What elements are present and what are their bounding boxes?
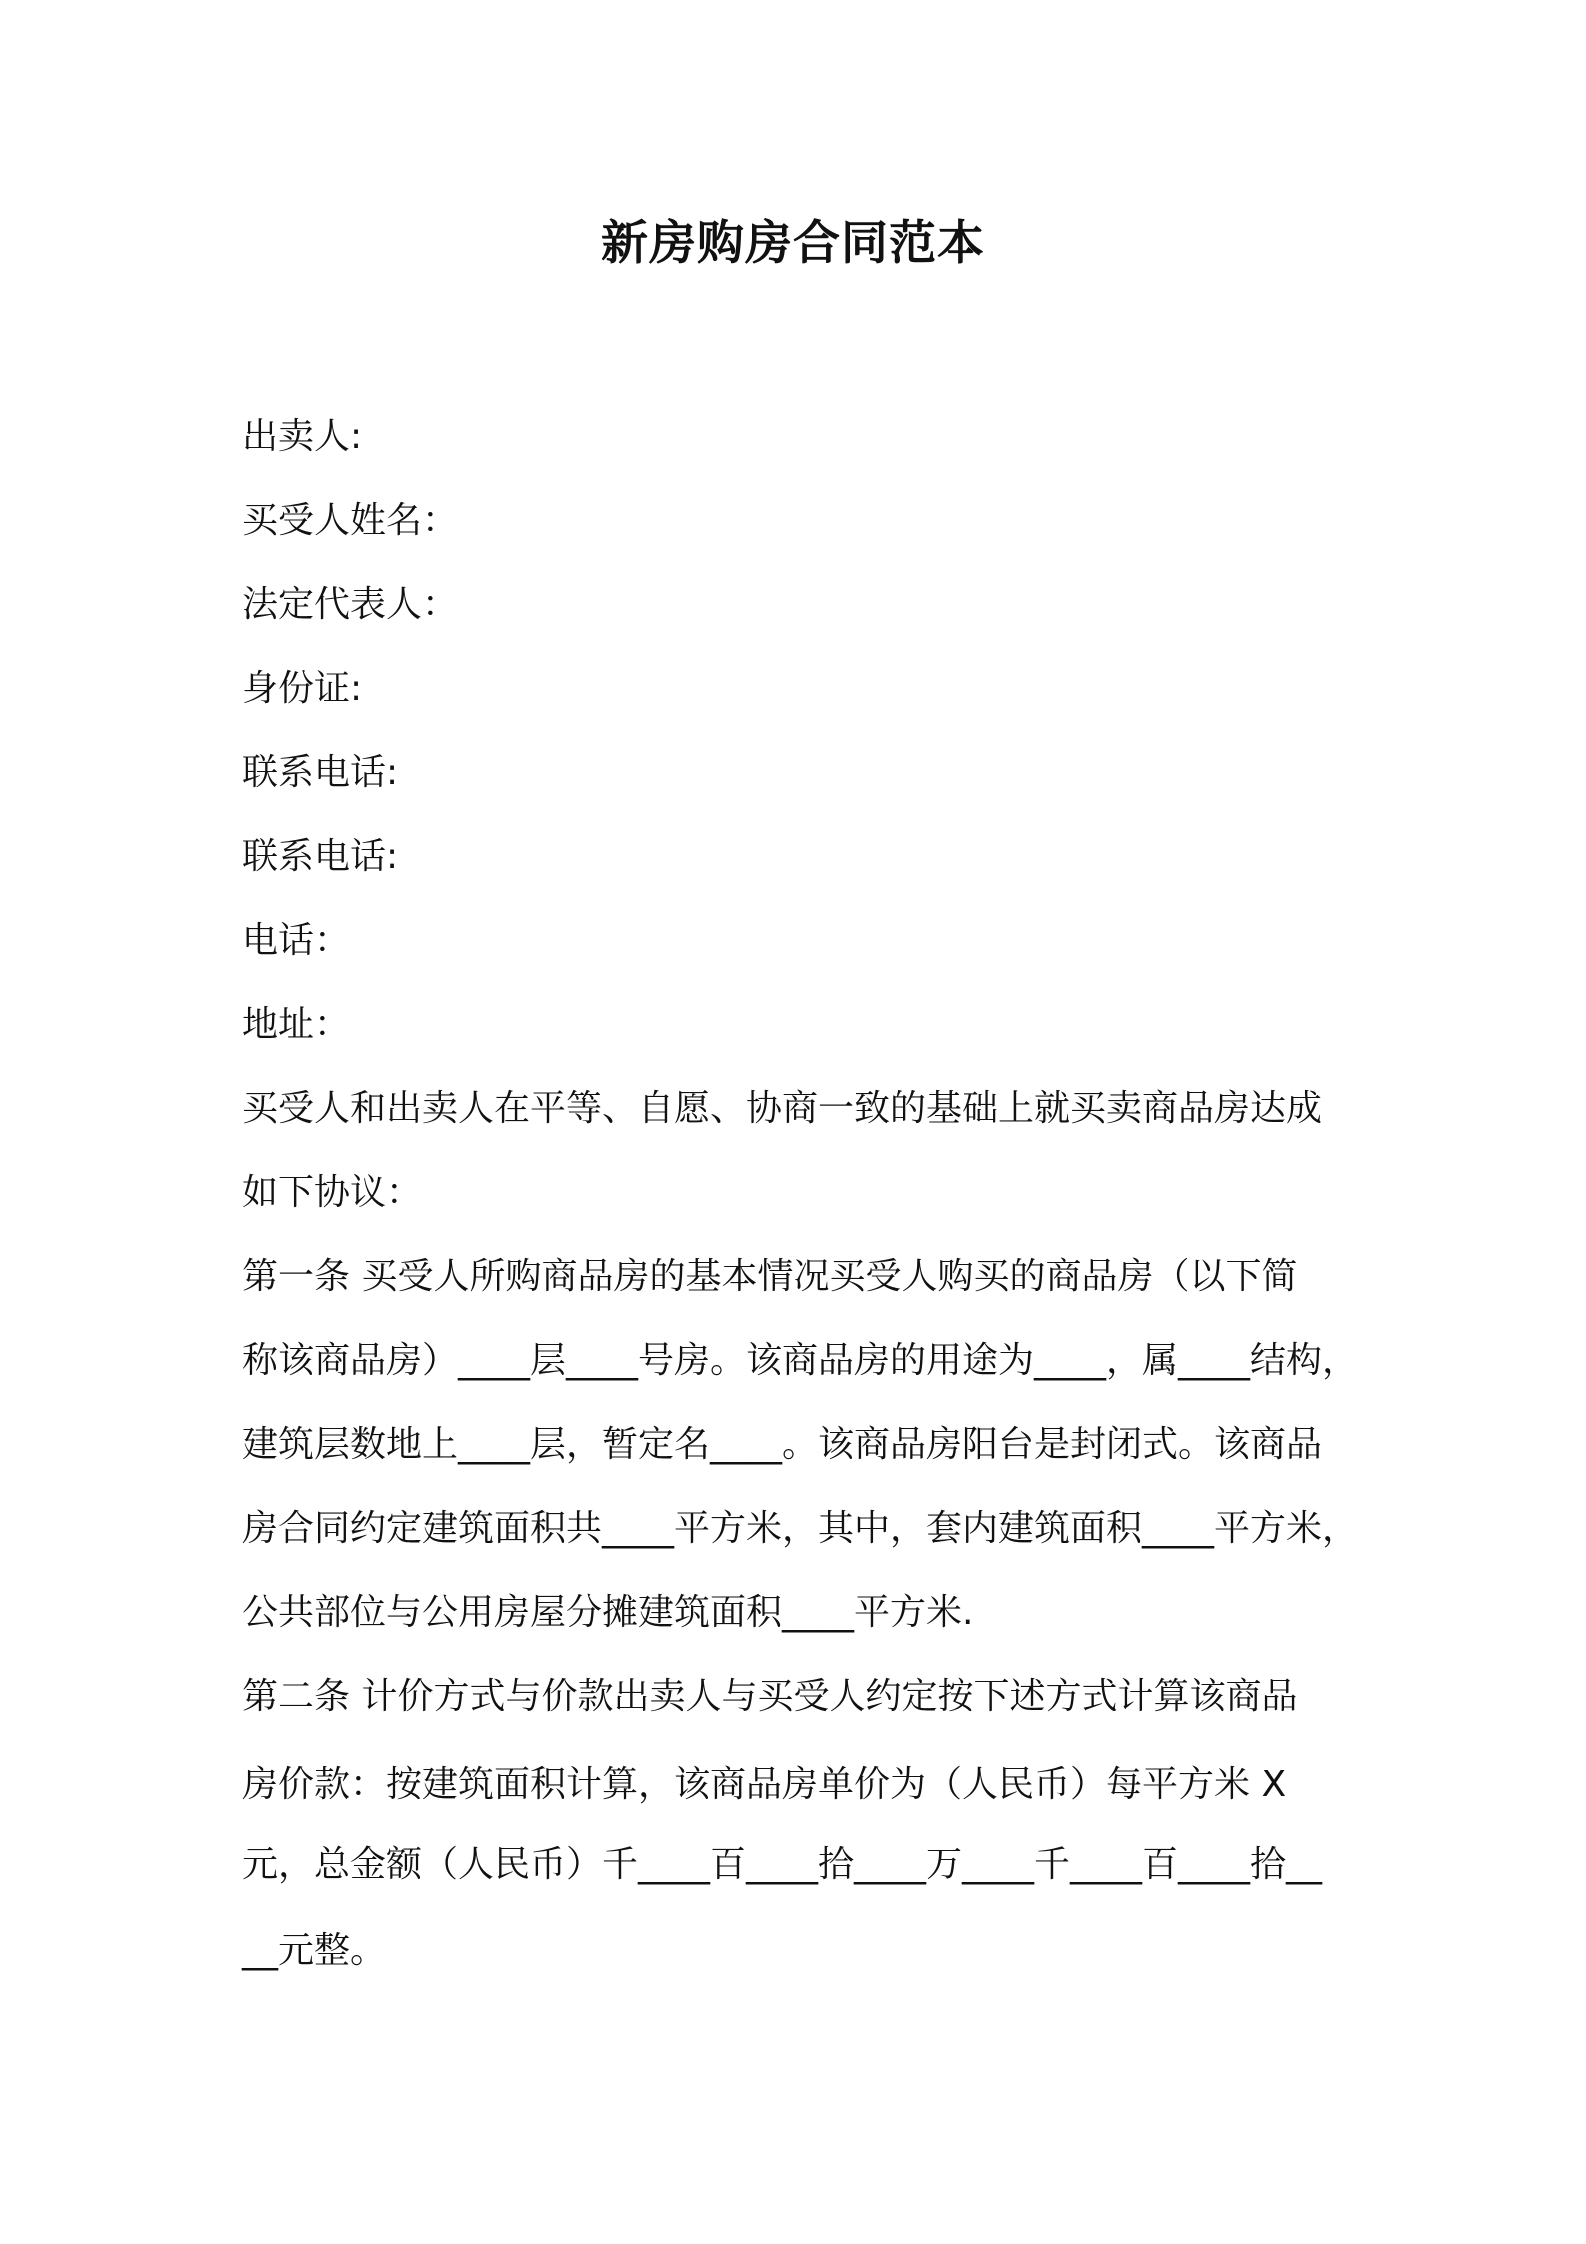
- article-1-line-2: 称该商品房）____层____号房。该商品房的用途为____，属____结构，: [242, 1340, 1359, 1381]
- intro-line-2: 如下协议：: [242, 1172, 423, 1213]
- field-contact-phone-1: 联系电话:: [242, 752, 399, 793]
- article-2-line-3: 元，总金额（人民币）千____百____拾____万____千____百____拾__: [242, 1844, 1323, 1885]
- field-seller: 出卖人:: [242, 416, 363, 457]
- article-1-line-3: 建筑层数地上____层，暂定名____。该商品房阳台是封闭式。该商品: [242, 1424, 1323, 1465]
- intro-line-1: 买受人和出卖人在平等、自愿、协商一致的基础上就买卖商品房达成: [242, 1088, 1323, 1129]
- field-id-card: 身份证:: [242, 668, 363, 709]
- article-2-line-1: 第二条 计价方式与价款出卖人与买受人约定按下述方式计算该商品: [242, 1676, 1298, 1717]
- article-1-line-5: 公共部位与公用房屋分摊建筑面积____平方米.: [242, 1592, 974, 1633]
- article-2-line-2: 房价款：按建筑面积计算，该商品房单价为（人民币）每平方米 X: [242, 1764, 1287, 1805]
- document-title: 新房购房合同范本: [601, 216, 985, 271]
- article-2-line-4: __元整。: [242, 1930, 387, 1971]
- field-contact-phone-2: 联系电话:: [242, 836, 399, 877]
- article-1-line-4: 房合同约定建筑面积共____平方米，其中，套内建筑面积____平方米，: [242, 1508, 1359, 1549]
- field-buyer-name: 买受人姓名：: [242, 500, 459, 541]
- field-address: 地址：: [242, 1004, 351, 1045]
- article-1-line-1: 第一条 买受人所购商品房的基本情况买受人购买的商品房（以下简: [242, 1256, 1298, 1297]
- field-legal-representative: 法定代表人：: [242, 584, 459, 625]
- field-phone: 电话：: [242, 920, 351, 961]
